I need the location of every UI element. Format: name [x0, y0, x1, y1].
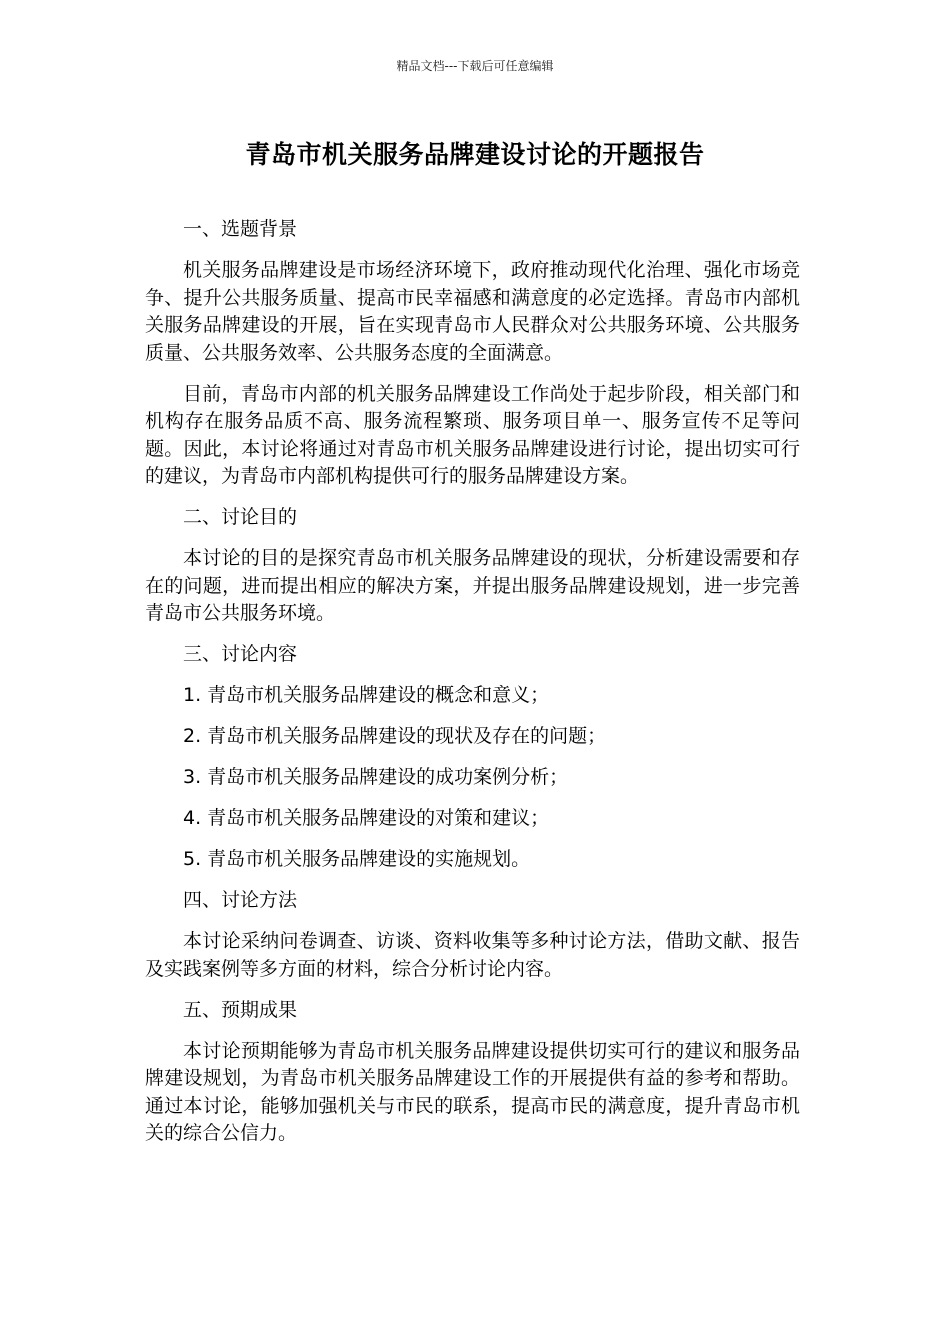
paragraph-purpose: 本讨论的目的是探究青岛市机关服务品牌建设的现状，分析建设需要和存在的问题，进而提出相应的解决方案，并提出服务品牌建设规划，进一步完善青岛市公共服务环境。 [145, 547, 800, 624]
paragraph-method: 本讨论采纳问卷调查、访谈、资料收集等多种讨论方法，借助文献、报告及实践案例等多方面的材料，综合分析讨论内容。 [145, 930, 800, 980]
document-title: 青岛市机关服务品牌建设讨论的开题报告 [245, 140, 705, 169]
list-item: 5. 青岛市机关服务品牌建设的实施规划。 [183, 848, 531, 870]
section-heading-purpose: 二、讨论目的 [183, 506, 298, 528]
header-note: 精品文档---下载后可任意编辑 [396, 59, 554, 73]
list-item: 1. 青岛市机关服务品牌建设的概念和意义； [183, 684, 550, 706]
section-heading-background: 一、选题背景 [183, 218, 298, 240]
list-item: 3. 青岛市机关服务品牌建设的成功案例分析； [183, 766, 569, 788]
paragraph-outcome: 本讨论预期能够为青岛市机关服务品牌建设提供切实可行的建议和服务品牌建设规划，为青岛市机关服务品牌建设工作的开展提供有益的参考和帮助。通过本讨论，能够加强机关与市民的联系，提高市民的满意度，提升青岛市机关的综合公信力。 [145, 1039, 800, 1144]
paragraph-background-2: 目前，青岛市内部的机关服务品牌建设工作尚处于起步阶段，相关部门和机构存在服务品质不高、服务流程繁琐、服务项目单一、服务宣传不足等问题。因此，本讨论将通过对青岛市机关服务品牌建设进行讨论，提出切实可行的建议，为青岛市内部机构提供可行的服务品牌建设方案。 [145, 382, 800, 487]
section-heading-outcome: 五、预期成果 [183, 998, 298, 1021]
section-heading-method: 四、讨论方法 [183, 889, 298, 911]
list-item: 4. 青岛市机关服务品牌建设的对策和建议； [183, 807, 550, 829]
list-item: 2. 青岛市机关服务品牌建设的现状及存在的问题； [183, 725, 607, 747]
section-heading-content: 三、讨论内容 [183, 643, 298, 665]
paragraph-background-1: 机关服务品牌建设是市场经济环境下，政府推动现代化治理、强化市场竞争、提升公共服务质量、提高市民幸福感和满意度的必定选择。青岛市内部机关服务品牌建设的开展，旨在实现青岛市人民群众对公共服务环境、公共服务质量、公共服务效率、公共服务态度的全面满意。 [145, 259, 800, 364]
document-body [145, 216, 800, 1161]
